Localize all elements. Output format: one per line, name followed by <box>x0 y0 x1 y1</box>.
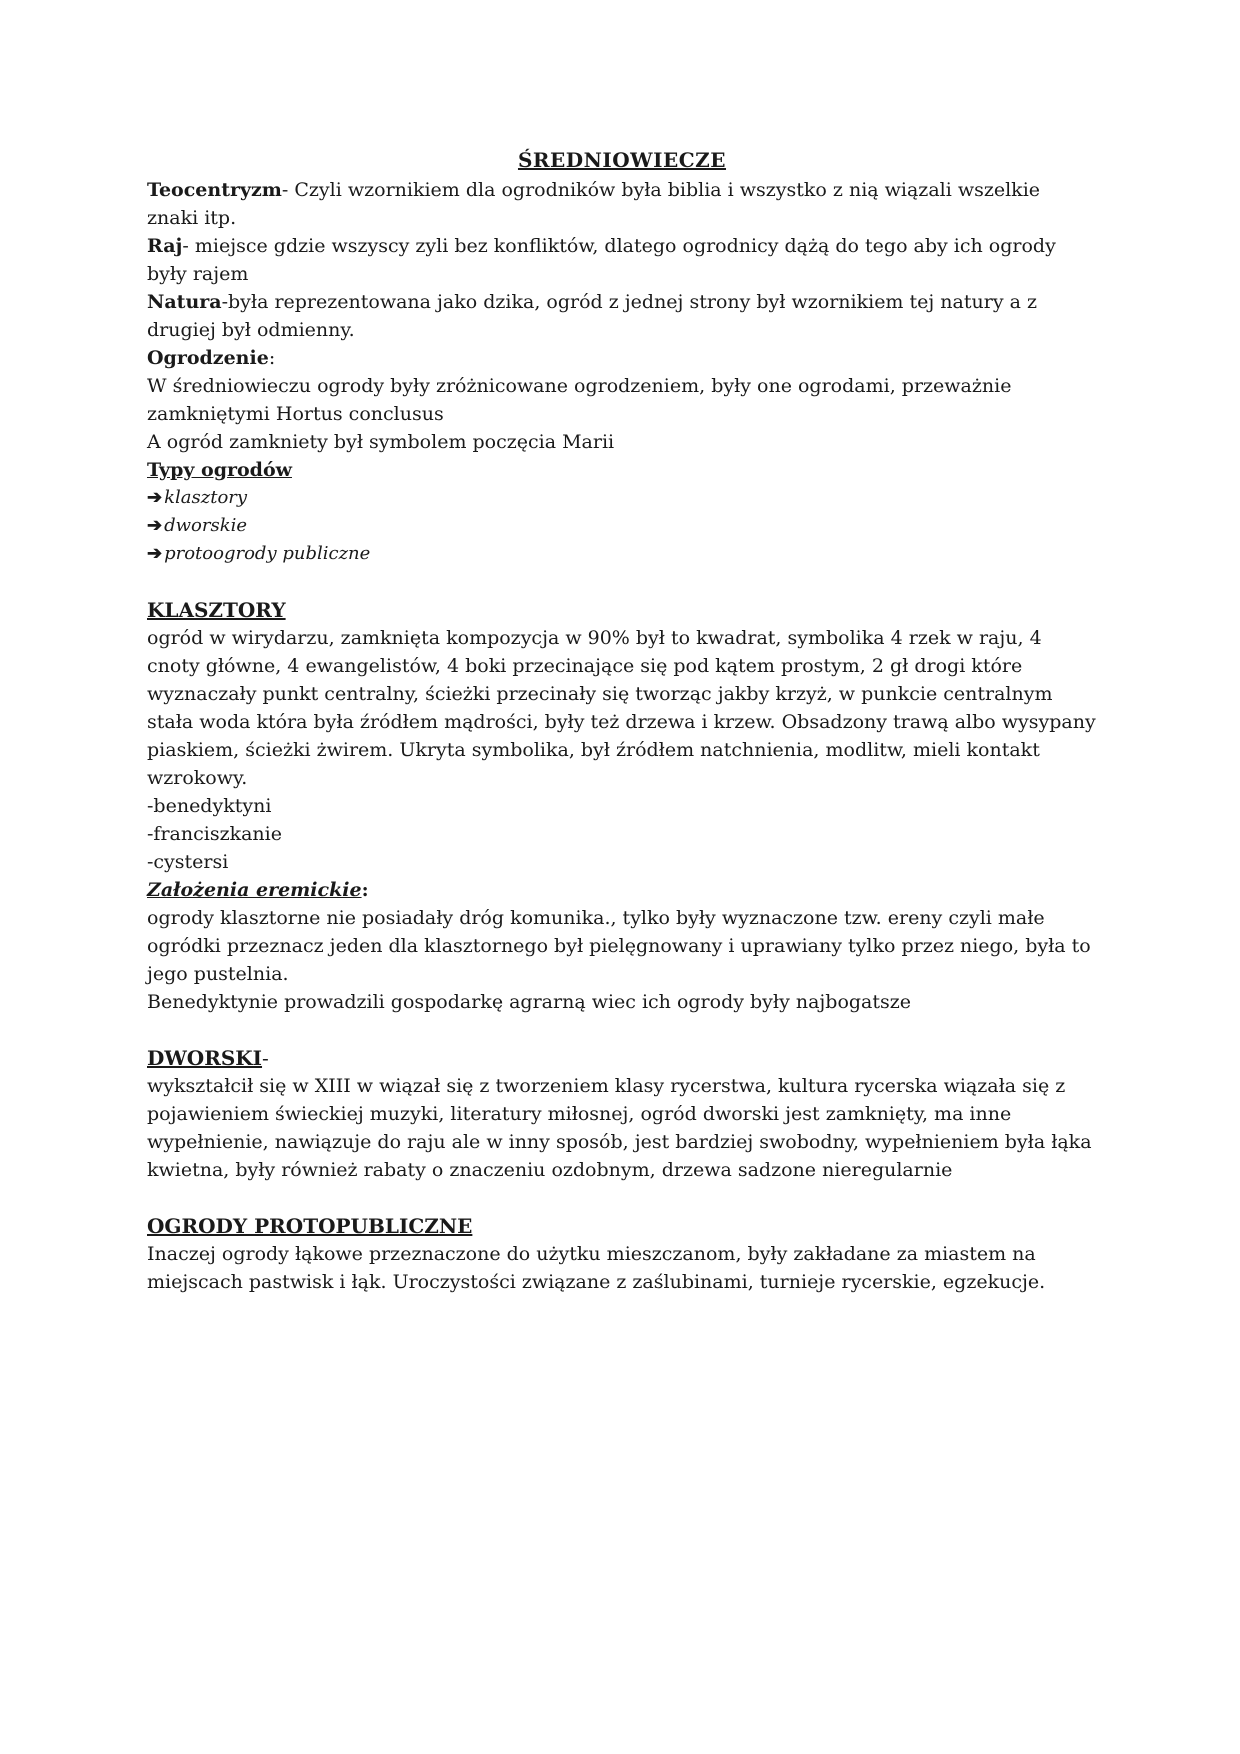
arrow-right-icon: ➔ <box>147 487 163 508</box>
dworski-heading-label: DWORSKI <box>147 1046 263 1070</box>
raj-paragraph <box>147 232 1097 288</box>
dworski-heading <box>147 1044 1097 1072</box>
arrow-right-icon: ➔ <box>147 543 163 564</box>
type-item-label: klasztory <box>164 487 248 508</box>
teocentryzm-term: Teocentryzm <box>147 179 282 201</box>
ogrodzenie-term: Ogrodzenie <box>147 347 269 369</box>
benedyktynie-text: Benedyktynie prowadzili gospodarkę agrarną wiec ich ogrody były najbogatsze <box>147 991 912 1013</box>
protopubliczne-heading: OGRODY PROTOPUBLICZNE <box>147 1214 473 1238</box>
eremickie-text: ogrody klasztorne nie posiadały dróg komunika., tylko były wyznaczone tzw. ereny czyli małe ogródki przeznacz jeden dla klasztornego był pielęgnowany i uprawiany tylko przez niego, była to jego pustelnia. <box>147 907 1091 985</box>
type-item-label: protoogrody publiczne <box>164 543 371 564</box>
dworski-text: wykształcił się w XIII w wiązał się z tworzeniem klasy rycerstwa, kultura rycerska wiązała się z pojawieniem świeckiej muzyki, literatury miłosnej, ogród dworski jest zamknięty, ma inne wypełnienie, nawiązuje do raju ale w inny sposób, jest bardziej swobodny, wypełnieniem była łąka kwietna, były również rabaty o znaczeniu ozdobnym, drzewa sadzone nieregularnie <box>147 1075 1092 1181</box>
natura-paragraph <box>147 288 1097 344</box>
raj-text: - miejsce gdzie wszyscy zyli bez konfliktów, dlatego ogrodnicy dążą do tego aby ich ogrody były rajem <box>147 235 1056 285</box>
teocentryzm-text: - Czyli wzornikiem dla ogrodników była biblia i wszystko z nią wiązali wszelkie znaki itp. <box>147 179 1041 229</box>
type-item-label: dworskie <box>164 515 248 536</box>
raj-term: Raj <box>147 235 183 257</box>
teocentryzm-paragraph <box>147 176 1097 232</box>
arrow-right-icon: ➔ <box>147 515 163 536</box>
dworski-dash: - <box>262 1046 269 1070</box>
eremickie-heading <box>147 876 1097 904</box>
page-title: ŚREDNIOWIECZE <box>517 148 727 172</box>
klasztory-heading: KLASZTORY <box>147 598 286 622</box>
ogrodzenie-colon: : <box>268 347 276 369</box>
ogrodzenie-line-1: W średniowieczu ogrody były zróżnicowane ogrodzeniem, były one ogrodami, przeważnie zamkniętymi Hortus conclusus <box>147 375 1012 425</box>
natura-text: -była reprezentowana jako dzika, ogród z jednej strony był wzornikiem tej natury a z drugiej był odmienny. <box>147 291 1037 341</box>
natura-term: Natura <box>147 291 222 313</box>
order-item-franciszkanie: -franciszkanie <box>147 823 282 845</box>
ogrodzenie-heading <box>147 344 1097 372</box>
order-item-cystersi: -cystersi <box>147 851 229 873</box>
type-item-dworskie <box>147 512 1097 540</box>
protopubliczne-text: Inaczej ogrody łąkowe przeznaczone do użytku mieszczanom, były zakładane za miastem na miejscach pastwisk i łąk. Uroczystości związane z zaślubinami, turnieje rycerskie, egzekucje. <box>147 1243 1046 1293</box>
document-page <box>147 146 1097 1296</box>
type-item-klasztory <box>147 484 1097 512</box>
types-heading: Typy ogrodów <box>147 459 292 481</box>
order-item-benedyktyni: -benedyktyni <box>147 795 272 817</box>
klasztory-text: ogród w wirydarzu, zamknięta kompozycja w 90% był to kwadrat, symbolika 4 rzek w raju, 4 cnoty główne, 4 ewangelistów, 4 boki przecinające się pod kątem prostym, 2 gł drogi które wyznaczały punkt centralny, ścieżki przecinały się tworząc jakby krzyż, w punkcie centralnym stała woda która była źródłem mądrości, były też drzewa i krzew. Obsadzony trawą albo wysypany piaskiem, ścieżki żwirem. Ukryta symbolika, był źródłem natchnienia, modlitw, mieli kontakt wzrokowy. <box>147 627 1096 789</box>
ogrodzenie-line-2: A ogród zamkniety był symbolem poczęcia Marii <box>147 431 615 453</box>
eremickie-term: Założenia eremickie <box>147 879 362 901</box>
type-item-protoogrody <box>147 540 1097 568</box>
eremickie-colon: : <box>361 879 369 901</box>
